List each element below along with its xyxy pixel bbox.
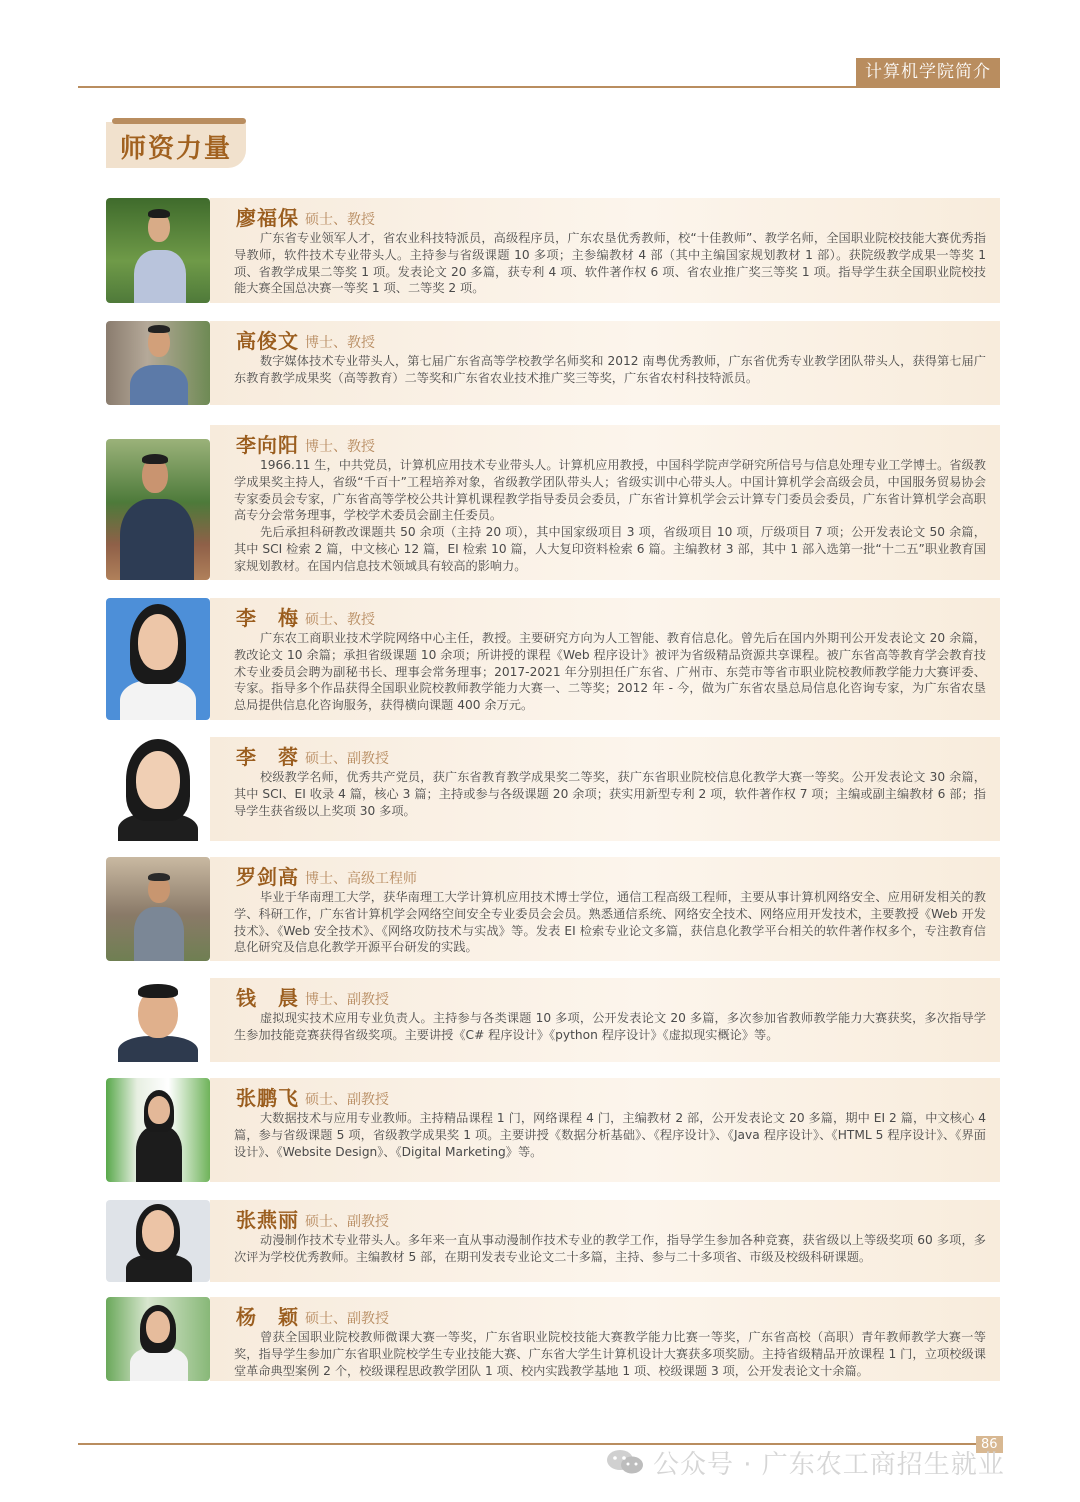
faculty-title: 博士、教授: [305, 335, 375, 351]
faculty-bio: 曾获全国职业院校教师微课大赛一等奖，广东省职业院校技能大赛教学能力比赛一等奖，广东省高校（高职）青年教师教学大赛一等奖，指导学生参加广东省职业院校学生专业技能大赛、广东省大学生计算机设计大赛获多项奖励。主持省级精品开放课程 1 门，立项校级课堂革命典型案例 2 个，校级课程思政教学团队 1 项、校内实践教学基地 1 项、校级课题 3 项，公开发表论文十余篇。: [234, 1330, 986, 1378]
faculty-name: 高俊文: [236, 329, 299, 353]
faculty-title: 博士、高级工程师: [305, 871, 417, 887]
watermark-text: 公众号 · 广东农工商招生就业: [653, 1450, 1005, 1480]
faculty-bio: 毕业于华南理工大学，获华南理工大学计算机应用技术博士学位，通信工程高级工程师，主要从事计算机网络安全、应用研发相关的教学、科研工作，广东省计算机学会网络空间安全专业委员会会员。熟悉通信系统、网络安全技术、网络应用开发技术，主要教授《Web 开发技术》、《Web 安全技术》、《网络攻防技术与实战》等。发表 EI 检索专业论文多篇，获信息化教学平台相关的软件著作权多个，专注教育信息化研究及信息化教学开源平台研发的实践。: [234, 890, 986, 955]
faculty-name: 李 蓉: [236, 745, 299, 769]
section-title: 师资力量: [120, 134, 233, 164]
faculty-bio: 1966.11 生，中共党员，计算机应用技术专业带头人。计算机应用教授，中国科学院声学研究所信号与信息处理专业工学博士。省级教学成果奖主持人，省级“千百十”工程培养对象，省级教学团队带头人；省级实训中心带头人。中国计算机学会高级会员，中国服务贸易协会专家委员会专家，广东省高等学校公共计算机课程教学指导委员会委员，广东省计算机学会云计算专门委员会委员，广东省计算机学会高职高专分会常务理事，学校学术委员会副主任委员。 先后承担科研教改课题共 50 余项（主持 20 项），其中国家级项目 3 项，省级项目 10 项，厅级项目 7 项；公开发表论文 50 余篇，其中 SCI 检索 2 篇，中文核心 12 篇，EI 检索 10 篇，人大复印资料检索 6 篇。主编教材 3 部，其中 1 部入选第一批“十二五”职业教育国家规划教材。在国内信息技术领域具有较高的影响力。: [234, 458, 986, 573]
faculty-card-7: [106, 978, 1000, 1062]
faculty-name: 杨 颖: [236, 1305, 299, 1329]
faculty-name: 张燕丽: [236, 1208, 299, 1232]
faculty-title: 硕士、教授: [305, 212, 375, 228]
faculty-title: 硕士、教授: [305, 612, 375, 628]
header-divider: [78, 86, 1000, 88]
faculty-bio: 动漫制作技术专业带头人。多年来一直从事动漫制作技术专业的教学工作，指导学生参加各种竞赛，获省级以上等级奖项 60 多项，多次评为学校优秀教师。主编教材 5 部，在期刊发表专业论文二十多篇，主持、参与二十多项省、市级及校级科研课题。: [234, 1233, 986, 1264]
faculty-card-5: [106, 737, 1000, 841]
faculty-bio: 校级教学名师，优秀共产党员，获广东省教育教学成果奖二等奖，获广东省职业院校信息化教学大赛一等奖。公开发表论文 30 余篇，其中 SCI、EI 收录 4 篇，核心 3 篇；主持或参与各级课题 20 余项；获实用新型专利 2 项，软件著作权 7 项；主编或副主编教材 6 部；指导学生获省级以上奖项 30 多项。: [234, 770, 986, 818]
faculty-photo: [106, 321, 210, 405]
faculty-name: 李 梅: [236, 606, 299, 630]
section-header-tag: 计算机学院简介: [856, 58, 1000, 86]
faculty-name: 张鹏飞: [236, 1086, 299, 1110]
faculty-title: 博士、副教授: [305, 992, 389, 1008]
section-title-box: [106, 122, 246, 168]
faculty-photo: [106, 978, 210, 1062]
faculty-photo: [106, 1200, 210, 1282]
faculty-photo: [106, 598, 210, 720]
faculty-card-9: [106, 1200, 1000, 1282]
faculty-card-3: [106, 425, 1000, 580]
faculty-title: 博士、教授: [305, 439, 375, 455]
faculty-title: 硕士、副教授: [305, 1092, 389, 1108]
faculty-bio: 广东农工商职业技术学院网络中心主任，教授。主要研究方向为人工智能、教育信息化。曾先后在国内外期刊公开发表论文 20 余篇，教改论文 10 余篇；承担省级课题 10 余项；所讲授的课程《Web 程序设计》被评为省级精品资源共享课程。被广东省高等教育学会教育技术专业委员会聘为副秘书长、理事会常务理事；2017-2021 年分别担任广东省、广州市、东莞市等省市职业院校教师教学能力大赛评委、专家。指导多个作品获得全国职业院校教师教学能力大赛一、二等奖；2012 年 - 今，做为广东省农垦总局信息化咨询专家，为广东省农垦总局提供信息化咨询服务，获得横向课题 400 余万元。: [234, 631, 986, 713]
faculty-name: 李向阳: [236, 433, 299, 457]
faculty-name: 罗剑高: [236, 865, 299, 889]
faculty-card-10: [106, 1297, 1000, 1381]
faculty-photo: [106, 737, 210, 841]
faculty-photo: [106, 439, 210, 580]
faculty-card-6: [106, 857, 1000, 961]
faculty-card-2: [106, 321, 1000, 405]
faculty-bio: 广东省专业领军人才，省农业科技特派员，高级程序员，广东农垦优秀教师，校“十佳教师”、教学名师，全国职业院校技能大赛优秀指导教师，软件技术专业带头人。主持参与省级课题 10 多项；主参编教材 4 部（其中主编国家规划教材 1 部）。获院级教学成果一等奖 1 项、省教学成果二等奖 1 项。发表论文 20 多篇，获专利 4 项、软件著作权 6 项、省农业推广奖三等奖 1 项。指导学生获全国职业院校技能大赛全国总决赛一等奖 1 项、二等奖 2 项。: [234, 231, 986, 296]
faculty-card-4: [106, 598, 1000, 720]
faculty-bio: 数字媒体技术专业带头人，第七届广东省高等学校教学名师奖和 2012 南粤优秀教师，广东省优秀专业教学团队带头人，获得第七届广东教育教学成果奖（高等教育）二等奖和广东省农业技术推广奖三等奖，广东省农村科技特派员。: [234, 354, 986, 385]
section-title-bar: [112, 118, 246, 124]
faculty-name: 廖福保: [236, 206, 299, 230]
faculty-bio: 虚拟现实技术应用专业负责人。主持参与各类课题 10 多项，公开发表论文 20 多篇，多次参加省教师教学能力大赛获奖，多次指导学生参加技能竞赛获得省级奖项。主要讲授《C# 程序设计》《python 程序设计》《虚拟现实概论》等。: [234, 1011, 986, 1042]
faculty-photo: [106, 857, 210, 961]
faculty-bio: 大数据技术与应用专业教师。主持精品课程 1 门，网络课程 4 门，主编教材 2 部，公开发表论文 20 多篇，期中 EI 2 篇，中文核心 4 篇，参与省级课题 5 项，省级教学成果奖 1 项。主要讲授《数据分析基础》、《程序设计》、《Java 程序设计》、《HTML 5 程序设计》、《界面设计》、《Website Design》、《Digital Marketing》等。: [234, 1111, 986, 1159]
faculty-card-8: [106, 1078, 1000, 1182]
faculty-photo: [106, 1297, 210, 1381]
faculty-title: 硕士、副教授: [305, 751, 389, 767]
watermark: [605, 1444, 1005, 1481]
faculty-card-1: [106, 198, 1000, 303]
page-number: 86: [976, 1436, 1003, 1453]
faculty-name: 钱 晨: [236, 986, 299, 1010]
faculty-title: 硕士、副教授: [305, 1311, 389, 1327]
faculty-photo: [106, 198, 210, 303]
faculty-title: 硕士、副教授: [305, 1214, 389, 1230]
faculty-photo: [106, 1078, 210, 1182]
